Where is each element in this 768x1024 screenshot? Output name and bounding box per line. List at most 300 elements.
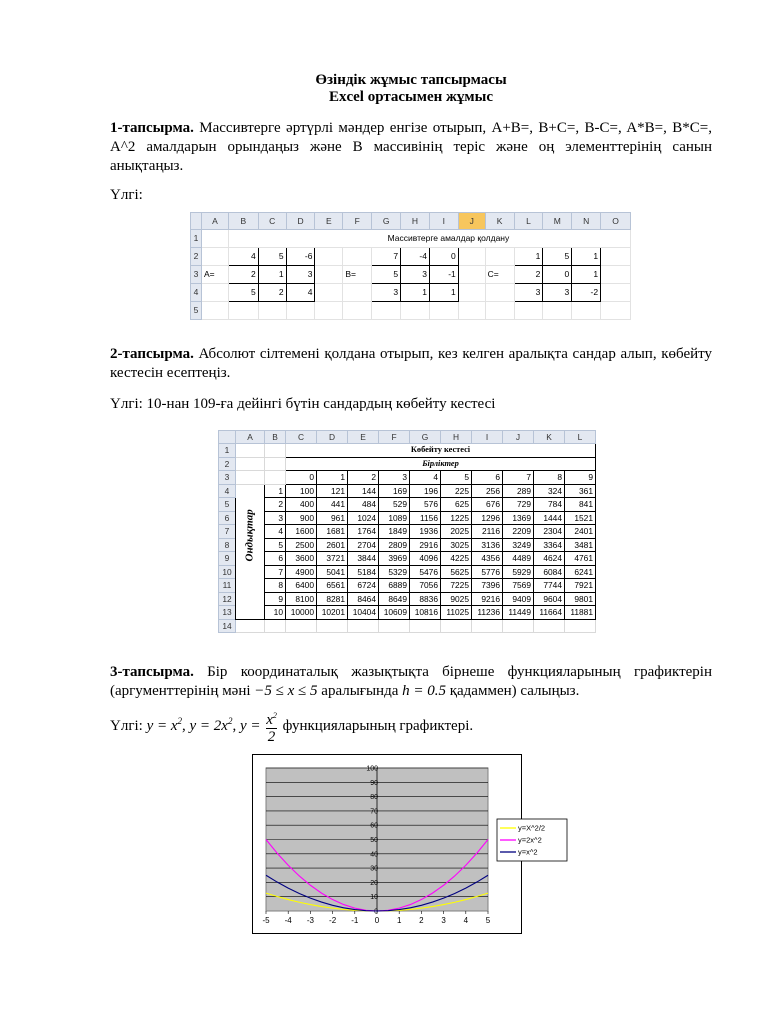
product-cell[interactable]: 729 (503, 498, 534, 512)
y-tick-label: 20 (370, 879, 378, 887)
y-tick-label: 50 (370, 837, 378, 844)
product-cell[interactable]: 961 (317, 511, 348, 525)
product-cell[interactable]: 400 (286, 498, 317, 512)
cell[interactable] (201, 302, 228, 320)
array-a-cell[interactable]: 3 (286, 266, 315, 284)
cell[interactable] (458, 248, 485, 266)
column-header-G[interactable]: G (410, 431, 441, 444)
cell[interactable] (258, 302, 286, 320)
product-cell[interactable]: 6084 (534, 565, 565, 579)
ten-digit-cell[interactable]: 9 (265, 592, 286, 606)
array-a-cell[interactable]: 4 (286, 284, 315, 302)
array-c-label[interactable]: C= (485, 266, 514, 284)
table-title-cell[interactable]: Көбейту кестесі (286, 444, 596, 458)
product-cell[interactable]: 2304 (534, 525, 565, 539)
product-cell[interactable]: 3481 (565, 538, 596, 552)
array-a-cell[interactable]: 2 (258, 284, 286, 302)
function-chart-svg (253, 755, 546, 933)
cell[interactable] (514, 302, 543, 320)
task3-paragraph (110, 663, 712, 701)
product-cell[interactable]: 5929 (503, 565, 534, 579)
product-cell[interactable]: 1600 (286, 525, 317, 539)
cell[interactable] (401, 302, 430, 320)
array-a-cell[interactable]: 4 (228, 248, 258, 266)
cell[interactable] (601, 302, 631, 320)
unit-digit-cell[interactable]: 3 (379, 471, 410, 485)
cell[interactable] (543, 302, 572, 320)
cell[interactable] (265, 457, 286, 471)
unit-digit-cell[interactable]: 4 (410, 471, 441, 485)
product-cell[interactable]: 9604 (534, 592, 565, 606)
sample1-label: Үлгі: (110, 187, 143, 203)
product-cell[interactable]: 11449 (503, 606, 534, 620)
product-cell[interactable]: 6889 (379, 579, 410, 593)
cell[interactable] (317, 619, 348, 633)
task3-text-b: аралығында (317, 683, 403, 699)
ten-digit-cell[interactable]: 10 (265, 606, 286, 620)
cell[interactable] (485, 248, 514, 266)
sample2-label: Үлгі: 10-нан 109-ға дейінгі бүтін сандардың көбейту кестесі (110, 396, 496, 412)
cell[interactable] (201, 248, 228, 266)
product-cell[interactable]: 3844 (348, 552, 379, 566)
product-cell[interactable]: 6561 (317, 579, 348, 593)
product-cell[interactable]: 2500 (286, 538, 317, 552)
product-cell[interactable]: 6241 (565, 565, 596, 579)
x-tick-label: 1 (396, 916, 402, 925)
array-b-cell[interactable]: 3 (401, 266, 430, 284)
product-cell[interactable]: 4096 (410, 552, 441, 566)
sample3-prefix: Үлгі: (110, 717, 143, 734)
x-tick-label: -1 (351, 916, 359, 925)
array-a-cell[interactable]: 1 (258, 266, 286, 284)
ten-digit-cell[interactable]: 2 (265, 498, 286, 512)
product-cell[interactable]: 5476 (410, 565, 441, 579)
product-cell[interactable]: 7744 (534, 579, 565, 593)
task3-range: −5 ≤ x ≤ 5 (254, 683, 318, 699)
column-header-L[interactable]: L (514, 213, 543, 230)
product-cell[interactable]: 11881 (565, 606, 596, 620)
cell[interactable] (201, 284, 228, 302)
excel-arrays-screenshot (190, 212, 631, 327)
tens-label: Ондықтар (243, 509, 256, 562)
function-chart (252, 754, 546, 934)
product-cell[interactable]: 169 (379, 484, 410, 498)
product-cell[interactable]: 5625 (441, 565, 472, 579)
task1-paragraph (110, 119, 712, 176)
product-cell[interactable]: 7569 (503, 579, 534, 593)
product-cell[interactable]: 3364 (534, 538, 565, 552)
excel-arrays-grid (190, 212, 631, 320)
array-c-cell[interactable]: 3 (514, 284, 543, 302)
unit-digit-cell[interactable]: 9 (565, 471, 596, 485)
product-cell[interactable]: 5041 (317, 565, 348, 579)
product-cell[interactable]: 10816 (410, 606, 441, 620)
legend-label-1: y=X^2/2 (518, 823, 546, 833)
cell[interactable] (236, 471, 265, 485)
product-cell[interactable]: 8836 (410, 592, 441, 606)
column-header-I[interactable]: I (429, 213, 458, 230)
product-cell[interactable]: 2809 (379, 538, 410, 552)
y-tick-label: 80 (370, 794, 378, 802)
x-tick-label: 4 (463, 916, 469, 925)
product-cell[interactable]: 3600 (286, 552, 317, 566)
product-cell[interactable]: 10000 (286, 606, 317, 620)
product-cell[interactable]: 9409 (503, 592, 534, 606)
row-header-14[interactable]: 14 (219, 619, 236, 633)
product-cell[interactable]: 784 (534, 498, 565, 512)
product-cell[interactable]: 6724 (348, 579, 379, 593)
cell[interactable] (315, 248, 343, 266)
row-header-5[interactable]: 5 (191, 302, 202, 320)
cell[interactable] (410, 619, 441, 633)
product-cell[interactable]: 441 (317, 498, 348, 512)
unit-digit-cell[interactable]: 7 (503, 471, 534, 485)
product-cell[interactable]: 841 (565, 498, 596, 512)
column-header-L[interactable]: L (565, 431, 596, 444)
ten-digit-cell[interactable]: 3 (265, 511, 286, 525)
unit-digit-cell[interactable]: 6 (472, 471, 503, 485)
array-c-cell[interactable]: -2 (572, 284, 601, 302)
cell[interactable] (343, 302, 372, 320)
product-cell[interactable]: 1225 (441, 511, 472, 525)
column-header-K[interactable]: K (534, 431, 565, 444)
product-cell[interactable]: 256 (472, 484, 503, 498)
cell[interactable] (372, 302, 401, 320)
product-cell[interactable]: 1521 (565, 511, 596, 525)
column-header-N[interactable]: N (572, 213, 601, 230)
column-header-F[interactable]: F (379, 431, 410, 444)
product-cell[interactable]: 11025 (441, 606, 472, 620)
column-header-E[interactable]: E (348, 431, 379, 444)
product-cell[interactable]: 9025 (441, 592, 472, 606)
array-a-cell[interactable]: 2 (228, 266, 258, 284)
product-cell[interactable]: 529 (379, 498, 410, 512)
column-header-D[interactable]: D (317, 431, 348, 444)
array-b-cell[interactable]: 0 (429, 248, 458, 266)
product-cell[interactable]: 5329 (379, 565, 410, 579)
product-cell[interactable]: 1024 (348, 511, 379, 525)
cell[interactable] (348, 619, 379, 633)
sample3-line: Үлгі: $y = x^2$, $y = 2x^2$, y = $\frac{x^2}{2}$ функцияларының графиктері. (110, 708, 712, 745)
product-cell[interactable]: 2916 (410, 538, 441, 552)
row-header-4[interactable]: 4 (219, 484, 236, 498)
column-header-F[interactable]: F (343, 213, 372, 230)
x-tick-label: -5 (262, 916, 270, 925)
cell[interactable] (458, 284, 485, 302)
row-header-6[interactable]: 6 (219, 511, 236, 525)
units-header-cell[interactable]: Бірліктер (286, 457, 596, 471)
y-tick-label: 30 (370, 865, 378, 873)
product-cell[interactable]: 289 (503, 484, 534, 498)
array-c-cell[interactable]: 2 (514, 266, 543, 284)
row-header-4[interactable]: 4 (191, 284, 202, 302)
product-cell[interactable]: 4225 (441, 552, 472, 566)
tens-header-cell[interactable] (236, 484, 265, 619)
y-tick-label: 70 (370, 808, 378, 816)
product-cell[interactable]: 1296 (472, 511, 503, 525)
cell[interactable] (265, 444, 286, 458)
product-cell[interactable]: 3969 (379, 552, 410, 566)
cell[interactable] (228, 302, 258, 320)
task3-text-a: Бір координаталық жазықтықта бірнеше функцияларының графиктерін (аргументтерінің мәні (110, 664, 712, 699)
product-cell[interactable]: 4761 (565, 552, 596, 566)
product-cell[interactable]: 4356 (472, 552, 503, 566)
row-header-10[interactable]: 10 (219, 565, 236, 579)
column-header-M[interactable]: M (543, 213, 572, 230)
cell[interactable] (458, 302, 485, 320)
cell[interactable] (441, 619, 472, 633)
product-cell[interactable]: 8100 (286, 592, 317, 606)
task3-label: 3-тапсырма. (110, 664, 194, 680)
ten-digit-cell[interactable]: 8 (265, 579, 286, 593)
cell[interactable] (503, 619, 534, 633)
task3-text-c: қадаммен) салыңыз. (445, 683, 580, 699)
product-cell[interactable]: 3025 (441, 538, 472, 552)
product-cell[interactable]: 484 (348, 498, 379, 512)
unit-digit-cell[interactable]: 8 (534, 471, 565, 485)
cell[interactable] (343, 248, 372, 266)
cell[interactable] (236, 457, 265, 471)
array-b-cell[interactable]: -4 (401, 248, 430, 266)
product-cell[interactable]: 676 (472, 498, 503, 512)
array-c-cell[interactable]: 3 (543, 284, 572, 302)
product-cell[interactable]: 4900 (286, 565, 317, 579)
product-cell[interactable]: 5184 (348, 565, 379, 579)
corner-cell[interactable] (191, 213, 202, 230)
excel-multiplication-grid (218, 430, 596, 633)
product-cell[interactable]: 2704 (348, 538, 379, 552)
y-tick-label: 0 (374, 908, 378, 916)
array-b-cell[interactable]: 1 (429, 284, 458, 302)
column-header-D[interactable]: D (286, 213, 315, 230)
unit-digit-cell[interactable]: 5 (441, 471, 472, 485)
cell[interactable] (565, 619, 596, 633)
column-header-C[interactable]: C (286, 431, 317, 444)
column-header-B[interactable]: B (265, 431, 286, 444)
row-header-2[interactable]: 2 (191, 248, 202, 266)
product-cell[interactable]: 8464 (348, 592, 379, 606)
row-header-13[interactable]: 13 (219, 606, 236, 620)
product-cell[interactable]: 6400 (286, 579, 317, 593)
row-header-11[interactable]: 11 (219, 579, 236, 593)
x-tick-label: -3 (306, 916, 314, 925)
product-cell[interactable]: 4624 (534, 552, 565, 566)
cell[interactable] (265, 619, 286, 633)
formula-3: y = $\frac{x^2}{2}$ (240, 718, 283, 734)
x-tick-label: 2 (419, 916, 424, 925)
cell[interactable] (201, 230, 228, 248)
unit-digit-cell[interactable]: 2 (348, 471, 379, 485)
unit-digit-cell[interactable]: 1 (317, 471, 348, 485)
product-cell[interactable]: 2025 (441, 525, 472, 539)
cell[interactable] (601, 266, 631, 284)
array-b-cell[interactable]: 5 (372, 266, 401, 284)
product-cell[interactable]: 3721 (317, 552, 348, 566)
row-header-3[interactable]: 3 (219, 471, 236, 485)
row-header-9[interactable]: 9 (219, 552, 236, 566)
product-cell[interactable]: 900 (286, 511, 317, 525)
product-cell[interactable]: 625 (441, 498, 472, 512)
column-header-H[interactable]: H (401, 213, 430, 230)
column-header-A[interactable]: A (236, 431, 265, 444)
ten-digit-cell[interactable]: 1 (265, 484, 286, 498)
product-cell[interactable]: 3136 (472, 538, 503, 552)
cell[interactable] (236, 444, 265, 458)
cell[interactable] (485, 302, 514, 320)
cell[interactable] (572, 302, 601, 320)
row-header-1[interactable]: 1 (191, 230, 202, 248)
product-cell[interactable]: 1849 (379, 525, 410, 539)
task2-text: Абсолют сілтемені қолдана отырып, кез келген аралықта сандар алып, көбейту кестесін есептеңіз. (110, 346, 712, 381)
cell[interactable] (379, 619, 410, 633)
product-cell[interactable]: 7225 (441, 579, 472, 593)
row-header-1[interactable]: 1 (219, 444, 236, 458)
column-header-H[interactable]: H (441, 431, 472, 444)
product-cell[interactable]: 7396 (472, 579, 503, 593)
cell[interactable] (601, 248, 631, 266)
corner-cell[interactable] (219, 431, 236, 444)
product-cell[interactable]: 1444 (534, 511, 565, 525)
array-b-cell[interactable]: 3 (372, 284, 401, 302)
array-b-label[interactable]: B= (343, 266, 372, 284)
array-b-cell[interactable]: -1 (429, 266, 458, 284)
row-header-5[interactable]: 5 (219, 498, 236, 512)
excel-multiplication-screenshot (218, 430, 606, 647)
cell[interactable] (265, 471, 286, 485)
cell[interactable] (472, 619, 503, 633)
array-a-cell[interactable]: 5 (228, 284, 258, 302)
product-cell[interactable]: 361 (565, 484, 596, 498)
unit-digit-cell[interactable]: 0 (286, 471, 317, 485)
product-cell[interactable]: 1369 (503, 511, 534, 525)
product-cell[interactable]: 11664 (534, 606, 565, 620)
ten-digit-cell[interactable]: 4 (265, 525, 286, 539)
array-b-cell[interactable]: 1 (401, 284, 430, 302)
cell[interactable] (315, 284, 343, 302)
product-cell[interactable]: 10609 (379, 606, 410, 620)
row-header-12[interactable]: 12 (219, 592, 236, 606)
row-header-3[interactable]: 3 (191, 266, 202, 284)
cell[interactable] (236, 619, 265, 633)
product-cell[interactable]: 8281 (317, 592, 348, 606)
column-header-J[interactable]: J (503, 431, 534, 444)
product-cell[interactable]: 100 (286, 484, 317, 498)
array-c-cell[interactable]: 1 (572, 266, 601, 284)
column-header-O[interactable]: O (601, 213, 631, 230)
product-cell[interactable]: 1764 (348, 525, 379, 539)
product-cell[interactable]: 1681 (317, 525, 348, 539)
formula-1: $y = x^2$ (146, 715, 182, 734)
cell[interactable] (429, 302, 458, 320)
cell[interactable] (601, 284, 631, 302)
array-c-cell[interactable]: 1 (514, 248, 543, 266)
ten-digit-cell[interactable]: 5 (265, 538, 286, 552)
product-cell[interactable]: 7921 (565, 579, 596, 593)
cell[interactable] (343, 284, 372, 302)
product-cell[interactable]: 2116 (472, 525, 503, 539)
cell[interactable] (315, 302, 343, 320)
task3-step: h = 0.5 (402, 683, 446, 699)
product-cell[interactable]: 5776 (472, 565, 503, 579)
product-cell[interactable]: 11236 (472, 606, 503, 620)
y-tick-label: 100 (366, 765, 378, 773)
ten-digit-cell[interactable]: 6 (265, 552, 286, 566)
product-cell[interactable]: 2209 (503, 525, 534, 539)
column-header-I[interactable]: I (472, 431, 503, 444)
cell[interactable] (534, 619, 565, 633)
product-cell[interactable]: 10404 (348, 606, 379, 620)
sample3-suffix: функцияларының графиктері. (282, 717, 474, 734)
task1-label: 1-тапсырма. (110, 120, 194, 136)
cell[interactable] (485, 284, 514, 302)
product-cell[interactable]: 9801 (565, 592, 596, 606)
product-cell[interactable]: 225 (441, 484, 472, 498)
doc-title: Өзіндік жұмыс тапсырмасы (315, 72, 507, 88)
column-header-E[interactable]: E (315, 213, 343, 230)
cell[interactable] (458, 266, 485, 284)
product-cell[interactable]: 2601 (317, 538, 348, 552)
ten-digit-cell[interactable]: 7 (265, 565, 286, 579)
product-cell[interactable]: 324 (534, 484, 565, 498)
x-tick-label: 0 (374, 916, 380, 925)
legend-label-3: y=x^2 (518, 847, 538, 857)
formula-2: $y = 2x^2$ (189, 715, 233, 734)
product-cell[interactable]: 8649 (379, 592, 410, 606)
x-tick-label: -2 (329, 916, 337, 925)
x-tick-label: -4 (284, 916, 292, 925)
product-cell[interactable]: 1156 (410, 511, 441, 525)
cell[interactable] (315, 266, 343, 284)
product-cell[interactable]: 1089 (379, 511, 410, 525)
column-header-B[interactable]: B (228, 213, 258, 230)
product-cell[interactable]: 7056 (410, 579, 441, 593)
column-header-A[interactable]: A (201, 213, 228, 230)
product-cell[interactable]: 144 (348, 484, 379, 498)
product-cell[interactable]: 3249 (503, 538, 534, 552)
x-tick-label: 5 (485, 916, 491, 925)
cell[interactable] (286, 302, 315, 320)
column-header-C[interactable]: C (258, 213, 286, 230)
product-cell[interactable]: 1936 (410, 525, 441, 539)
y-tick-label: 60 (370, 822, 378, 830)
column-header-G[interactable]: G (372, 213, 401, 230)
product-cell[interactable]: 4489 (503, 552, 534, 566)
task2-label: 2-тапсырма. (110, 346, 194, 362)
array-b-cell[interactable]: 7 (372, 248, 401, 266)
array-c-cell[interactable]: 0 (543, 266, 572, 284)
task2-paragraph (110, 345, 712, 383)
product-cell[interactable]: 576 (410, 498, 441, 512)
product-cell[interactable]: 2401 (565, 525, 596, 539)
array-a-label[interactable]: A= (201, 266, 228, 284)
array-a-cell[interactable]: -6 (286, 248, 315, 266)
array-a-cell[interactable]: 5 (258, 248, 286, 266)
row-header-7[interactable]: 7 (219, 525, 236, 539)
product-cell[interactable]: 196 (410, 484, 441, 498)
column-header-K[interactable]: K (485, 213, 514, 230)
row-header-8[interactable]: 8 (219, 538, 236, 552)
product-cell[interactable]: 10201 (317, 606, 348, 620)
product-cell[interactable]: 9216 (472, 592, 503, 606)
cell[interactable] (286, 619, 317, 633)
column-header-J[interactable]: J (458, 213, 485, 230)
sheet-title-cell[interactable]: Массивтерге амалдар қолдану (228, 230, 630, 248)
x-tick-label: 3 (441, 916, 446, 925)
array-c-cell[interactable]: 1 (572, 248, 601, 266)
row-header-2[interactable]: 2 (219, 457, 236, 471)
array-c-cell[interactable]: 5 (543, 248, 572, 266)
product-cell[interactable]: 121 (317, 484, 348, 498)
